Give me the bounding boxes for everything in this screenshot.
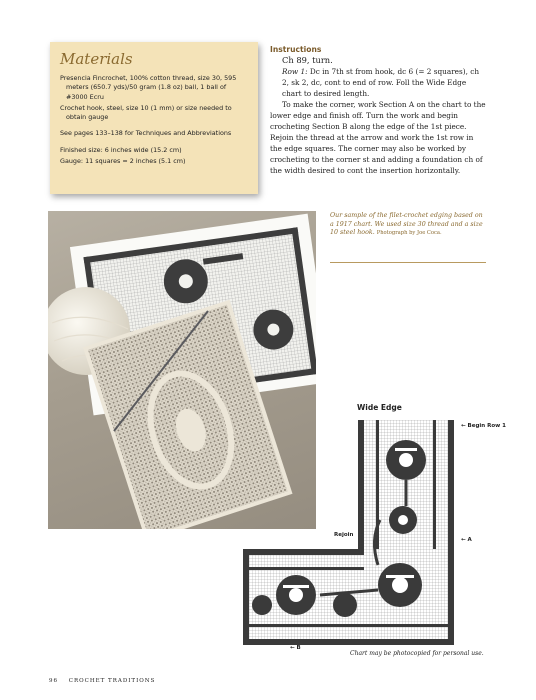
- materials-techniques: See pages 133–138 for Techniques and Abbreviations: [60, 129, 232, 138]
- label-begin-row-1: ← Begin Row 1: [461, 423, 506, 429]
- materials-title: Materials: [60, 50, 133, 68]
- page-footer: [49, 678, 155, 684]
- instructions-corner: To make the corner, work Section A on the chart to the lower edge and finish off. Turn the work and begin crocheting Section B along the edge of the 1st piece. Rejoin the thread at the arrow and work the 1st row in the edge squares. The corner may also be worked by crocheting to the corner st and adding a foundation ch of the width desired to cont the insertion horizontally.: [270, 100, 486, 175]
- caption-credit: Photograph by Joe Coca.: [376, 230, 442, 236]
- caption-text: Our sample of the filet-crochet edging based on a 1917 chart. We used size 30 thread and a size 10 steel hook.: [330, 212, 483, 236]
- materials-gauge: Gauge: 11 squares = 2 inches (5.1 cm): [60, 156, 186, 165]
- label-a: ← A: [461, 537, 472, 543]
- chart-title: Wide Edge: [357, 403, 402, 412]
- instructions-heading: Instructions: [270, 45, 322, 54]
- materials-hook: Crochet hook, steel, size 10 (1 mm) or size needed to obtain gauge: [60, 103, 232, 122]
- chart-note: Chart may be photocopied for personal use.: [350, 650, 484, 657]
- page-number: 96: [49, 678, 58, 684]
- label-rejoin: Rejoin: [334, 532, 354, 538]
- materials-thread: Presencia Fincrochet, 100% cotton thread, size 30, 595 meters (650.7 yds)/50 gram (1.8 oz) ball, 1 ball of #3000 Ecru: [60, 74, 237, 101]
- row1-label: Row 1:: [282, 67, 308, 77]
- running-title: CROCHET TRADITIONS: [68, 678, 156, 684]
- label-b: ← B: [290, 645, 301, 651]
- materials-size: Finished size: 6 inches wide (15.2 cm): [60, 145, 182, 154]
- instructions-chain: Ch 89, turn.: [282, 55, 333, 65]
- row1-text: Dc in 7th st from hook, dc 6 (= 2 squares), ch 2, sk 2, dc, cont to end of row. Foll the Wide Edge chart to desired length.: [282, 67, 480, 99]
